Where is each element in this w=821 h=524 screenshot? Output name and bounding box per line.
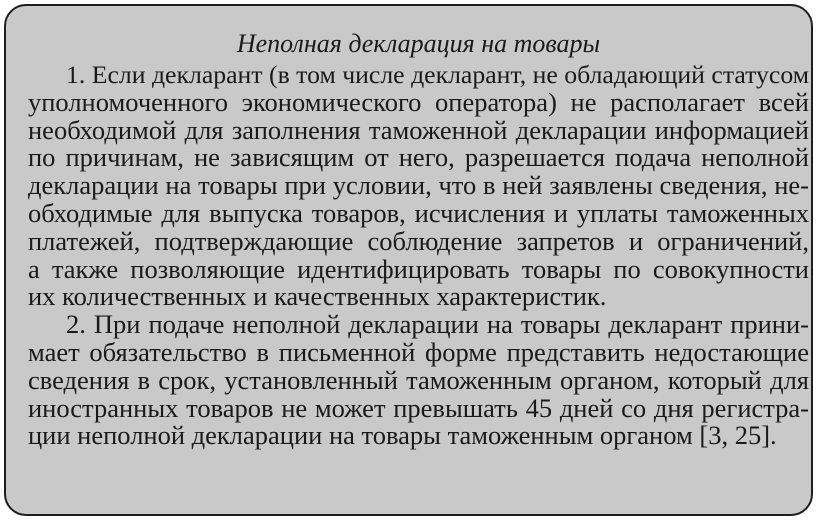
paragraph-line: уполномоченного экономического оператора) не располагает всей [28, 86, 809, 117]
declaration-frame [4, 4, 813, 516]
paragraph-line: мает обязательство в письменной форме представить недостающие [28, 336, 809, 367]
declaration-text [28, 30, 809, 450]
paragraph-line: их количественных и качественных характеристик. [28, 281, 607, 312]
paragraph-1 [28, 61, 809, 311]
paragraph-2 [28, 311, 809, 450]
paragraph-line: 1. Если декларант (в том числе декларант, не обладающий статусом [66, 60, 809, 89]
paragraph-line: необходимой для заполнения таможенной декларации информацией [28, 114, 809, 145]
section-title: Неполная декларация на товары [236, 29, 601, 58]
paragraph-line: а также позволяющие идентифицировать товары по совокупности [28, 253, 809, 284]
paragraph-line: 2. При подаче неполной декларации на товары декларант прини- [66, 309, 809, 340]
paragraph-line: ции неполной декларации на товары таможенным органом [3, 25]. [28, 420, 777, 451]
paragraph-line: платежей, подтверждающие соблюдение запретов и ограничений, [28, 225, 809, 256]
paragraph-line: декларации на товары при условии, что в ней заявлены сведения, не- [28, 170, 809, 201]
paragraph-line: сведения в срок, установленный таможенным органом, который для [28, 364, 809, 395]
paragraph-line: иностранных товаров не может превышать 45 дней со дня регистра- [28, 392, 809, 423]
paragraph-line: обходимые для выпуска товаров, исчисления и уплаты таможенных [28, 197, 809, 228]
paragraph-line: по причинам, не зависящим от него, разрешается подача неполной [28, 142, 809, 173]
